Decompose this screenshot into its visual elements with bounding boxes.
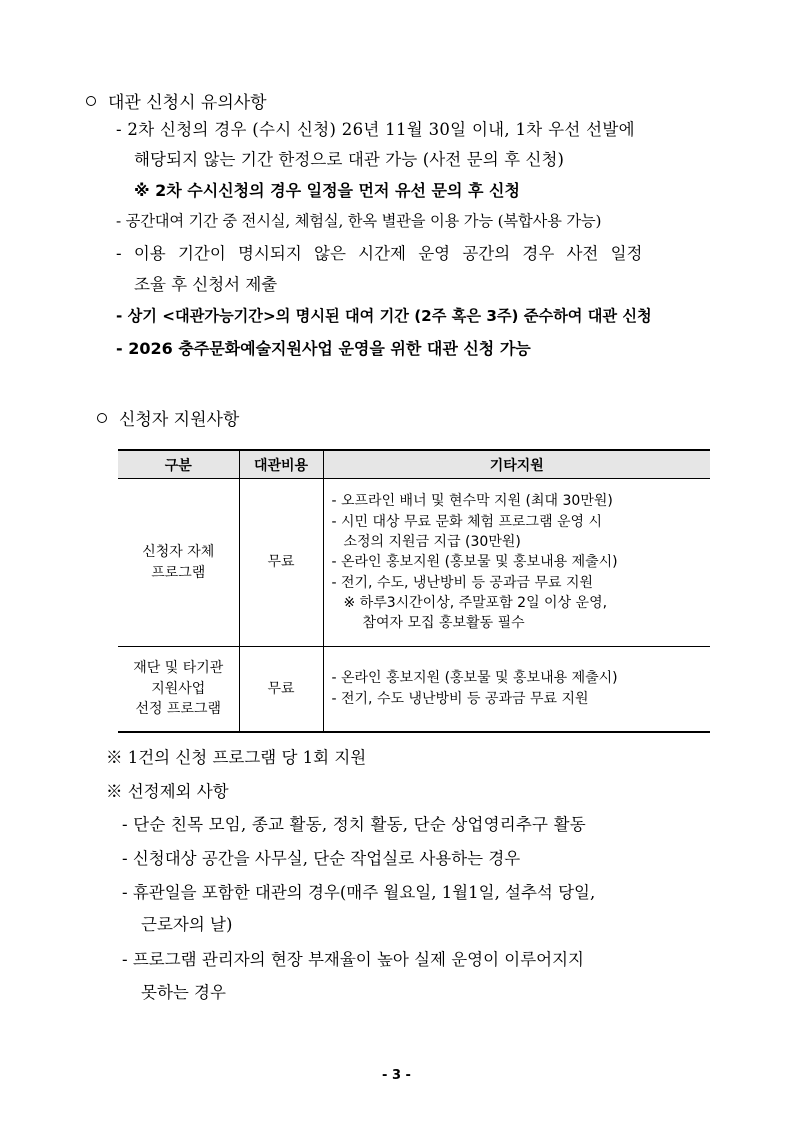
table-header-row [118, 450, 710, 479]
section-heading-applicant-support [97, 405, 239, 430]
notice-line-emphasis: - 상기 <대관가능기간>의 명시된 대여 기간 (2주 혹은 3주) 준수하여 대관 신청 [116, 307, 652, 325]
note-line: - 프로그램 관리자의 현장 부재율이 높아 실제 운영이 이루어지지 [122, 950, 584, 969]
note-line: ※ 1건의 신청 프로그램 당 1회 지원 [106, 748, 367, 767]
support-cell: - 온라인 홍보지원 (홍보물 및 홍보내용 제출시) - 전기, 수도 냉난방비 등 공과금 무료 지원 [323, 647, 710, 732]
circle-bullet-icon [86, 96, 96, 106]
notice-line: - 공간대여 기간 중 전시실, 체험실, 한옥 별관을 이용 가능 (복합사용 가능) [116, 212, 602, 230]
notice-line-emphasis: ※ 2차 수시신청의 경우 일정을 먼저 유선 문의 후 신청 [134, 181, 520, 200]
page-number: - 3 - [382, 1068, 411, 1083]
column-header: 기타지원 [323, 450, 710, 479]
support-cell: - 오프라인 배너 및 현수막 지원 (최대 30만원) - 시민 대상 무료 문화 체험 프로그램 운영 시 소정의 지원금 지급 (30만원) - 온라인 홍보지원 (홍보물 및 홍보내용 제출시) - 전기, 수도, 냉난방비 등 공과금 무료 지원 ※ 하루3시간이상, 주말포함 2일 이상 운영, 참여자 모집 홍보활동 필수 [323, 479, 710, 647]
section-heading-rental-notes [86, 88, 267, 113]
table-row [118, 647, 710, 732]
section-title: 대관 신청시 유의사항 [108, 93, 267, 113]
notice-line: 해당되지 않는 기간 한정으로 대관 가능 (사전 문의 후 신청) [134, 150, 565, 169]
table-row [118, 479, 710, 647]
section-title: 신청자 지원사항 [119, 410, 240, 430]
notice-line: - 2차 신청의 경우 (수시 신청) 26년 11월 30일 이내, 1차 우선 선발에 [116, 120, 635, 139]
note-line: ※ 선정제외 사항 [106, 782, 229, 801]
column-header: 대관비용 [239, 450, 323, 479]
support-table [118, 449, 710, 733]
note-line: 못하는 경우 [141, 983, 226, 1002]
category-cell: 재단 및 타기관 지원사업 선정 프로그램 [118, 647, 239, 732]
note-line: 근로자의 날) [141, 915, 233, 934]
note-line: - 신청대상 공간을 사무실, 단순 작업실로 사용하는 경우 [122, 849, 521, 868]
circle-bullet-icon [97, 413, 107, 423]
cost-cell: 무료 [239, 479, 323, 647]
notice-line: - 이용 기간이 명시되지 않은 시간제 운영 공간의 경우 사전 일정 [116, 244, 643, 263]
column-header: 구분 [118, 450, 239, 479]
notice-line: 조율 후 신청서 제출 [134, 275, 278, 294]
note-line: - 단순 친목 모임, 종교 활동, 정치 활동, 단순 상업영리추구 활동 [122, 815, 586, 834]
notice-line-emphasis: - 2026 충주문화예술지원사업 운영을 위한 대관 신청 가능 [116, 339, 531, 358]
category-cell: 신청자 자체 프로그램 [118, 479, 239, 647]
note-line: - 휴관일을 포함한 대관의 경우(매주 월요일, 1월1일, 설추석 당일, [122, 883, 596, 902]
cost-cell: 무료 [239, 647, 323, 732]
